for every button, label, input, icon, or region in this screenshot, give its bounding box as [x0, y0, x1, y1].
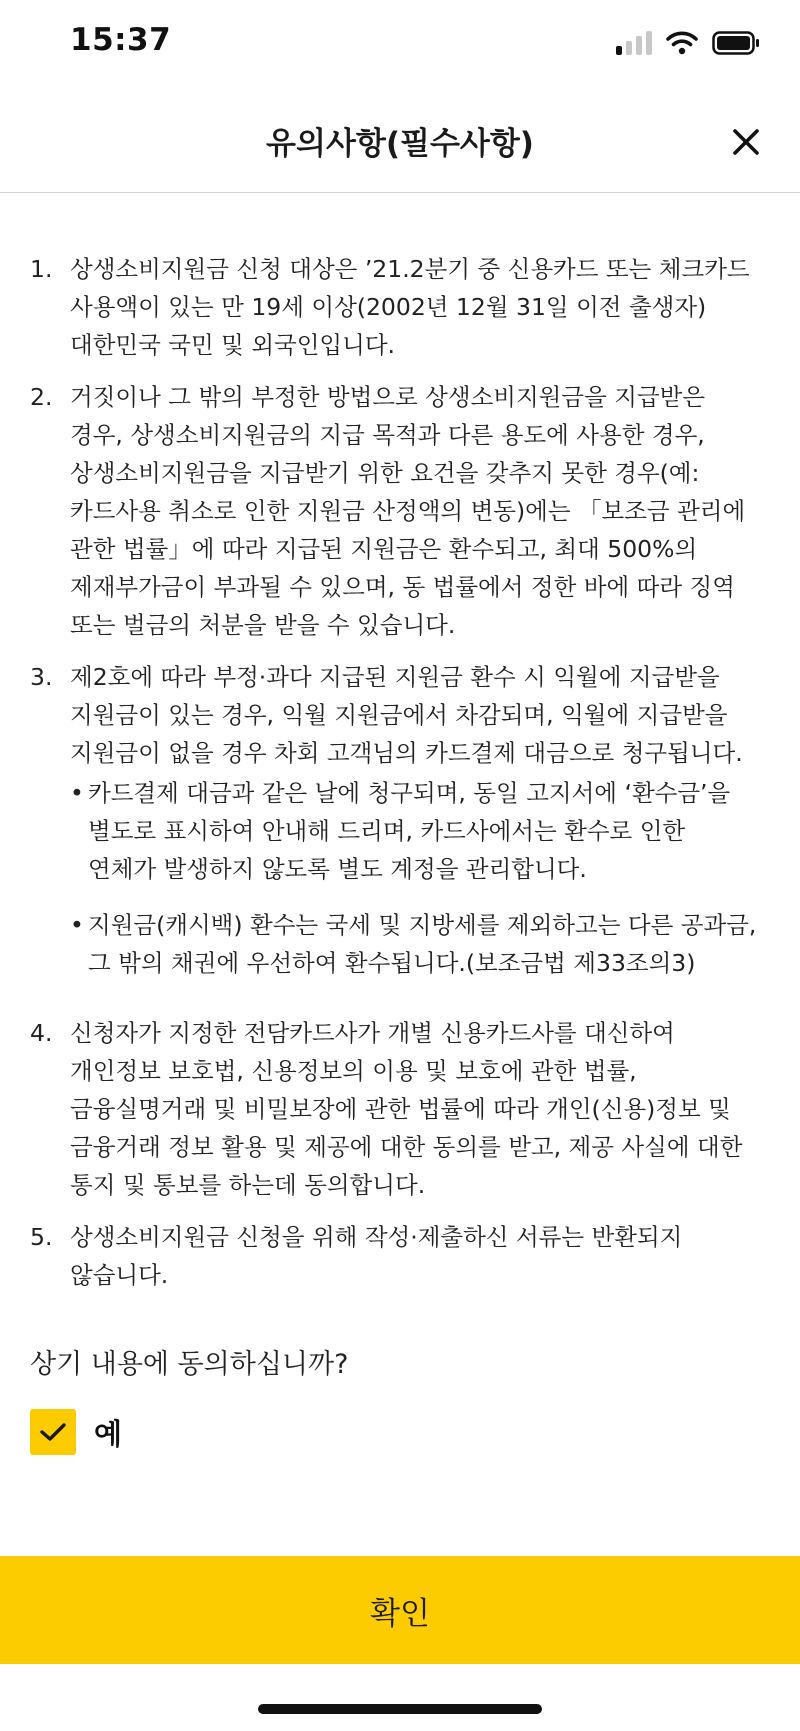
wifi-icon: [666, 31, 698, 55]
status-time: 15:37: [70, 22, 172, 58]
term-item-1: [30, 250, 770, 364]
modal-header: [0, 90, 800, 193]
cellular-signal-icon: [616, 31, 652, 55]
agree-checkbox[interactable]: [30, 1409, 76, 1455]
close-icon: [726, 122, 766, 162]
battery-icon: [712, 31, 760, 55]
bullet-text: 카드결제 대금과 같은 날에 청구되며, 동일 고지서에 ‘환수금’을 별도로 표시하여 안내해 드리며, 카드사에서는 환수로 인한 연체가 발생하지 않도록 별도 계정을 관리합니다.: [88, 779, 731, 883]
term-number: 1.: [30, 255, 53, 283]
term-item-4: [30, 1014, 770, 1204]
confirm-button[interactable]: 확인: [0, 1556, 800, 1664]
term-text: 제2호에 따라 부정·과다 지급된 지원금 환수 시 익월에 지급받을 지원금이 있는 경우, 익월 지원금에서 차감되며, 익월에 지급받을 지원금이 없을 경우 차회 고객님의 카드결제 대금으로 청구됩니다.: [70, 663, 743, 767]
home-indicator: [258, 1704, 542, 1714]
agree-checkbox-row[interactable]: [30, 1409, 122, 1455]
status-icons: [616, 28, 760, 58]
term-bullet: [70, 906, 770, 982]
term-text: 상생소비지원금 신청을 위해 작성·제출하신 서류는 반환되지 않습니다.: [70, 1223, 683, 1289]
term-text: 상생소비지원금 신청 대상은 ’21.2분기 중 신용카드 또는 체크카드 사용액이 있는 만 19세 이상(2002년 12월 31일 이전 출생자) 대한민국 국민 및 외국인입니다.: [70, 255, 750, 359]
term-number: 3.: [30, 663, 53, 691]
term-item-5: [30, 1218, 770, 1294]
bullet-marker: •: [70, 779, 84, 807]
terms-content: [30, 250, 770, 1308]
check-icon: [38, 1420, 68, 1444]
term-text: 신청자가 지정한 전담카드사가 개별 신용카드사를 대신하여 개인정보 보호법, 신용정보의 이용 및 보호에 관한 법률, 금융실명거래 및 비밀보장에 관한 법률에 따라 개인(신용)정보 및 금융거래 정보 활용 및 제공에 대한 동의를 받고, 제공 사실에 대한 통지 및 통보를 하는데 동의합니다.: [70, 1019, 743, 1199]
status-bar: [0, 0, 800, 90]
term-item-3: [30, 658, 770, 1000]
agree-label: 예: [94, 1416, 123, 1451]
term-number: 5.: [30, 1223, 53, 1251]
term-bullet: [70, 774, 770, 888]
agreement-question: 상기 내용에 동의하십니까?: [30, 1349, 349, 1380]
term-number: 4.: [30, 1019, 53, 1047]
term-text: 거짓이나 그 밖의 부정한 방법으로 상생소비지원금을 지급받은 경우, 상생소비지원금의 지급 목적과 다른 용도에 사용한 경우, 상생소비지원금을 지급받기 위한 요건을 갖추지 못한 경우(예: 카드사용 취소로 인한 지원금 산정액의 변동)에는 「보조금 관리에 관한 법률」에 따라 지급된 지원금은 환수되고, 최대 500%의 제재부가금이 부과될 수 있으며, 동 법률에서 정한 바에 따라 징역 또는 벌금의 처분을 받을 수 있습니다.: [70, 383, 746, 639]
bullet-marker: •: [70, 911, 84, 939]
page-title: 유의사항(필수사항): [266, 126, 534, 162]
close-button[interactable]: [726, 122, 766, 162]
bullet-text: 지원금(캐시백) 환수는 국세 및 지방세를 제외하고는 다른 공과금, 그 밖의 채권에 우선하여 환수됩니다.(보조금법 제33조의3): [88, 911, 757, 977]
term-number: 2.: [30, 383, 53, 411]
term-item-2: [30, 378, 770, 644]
